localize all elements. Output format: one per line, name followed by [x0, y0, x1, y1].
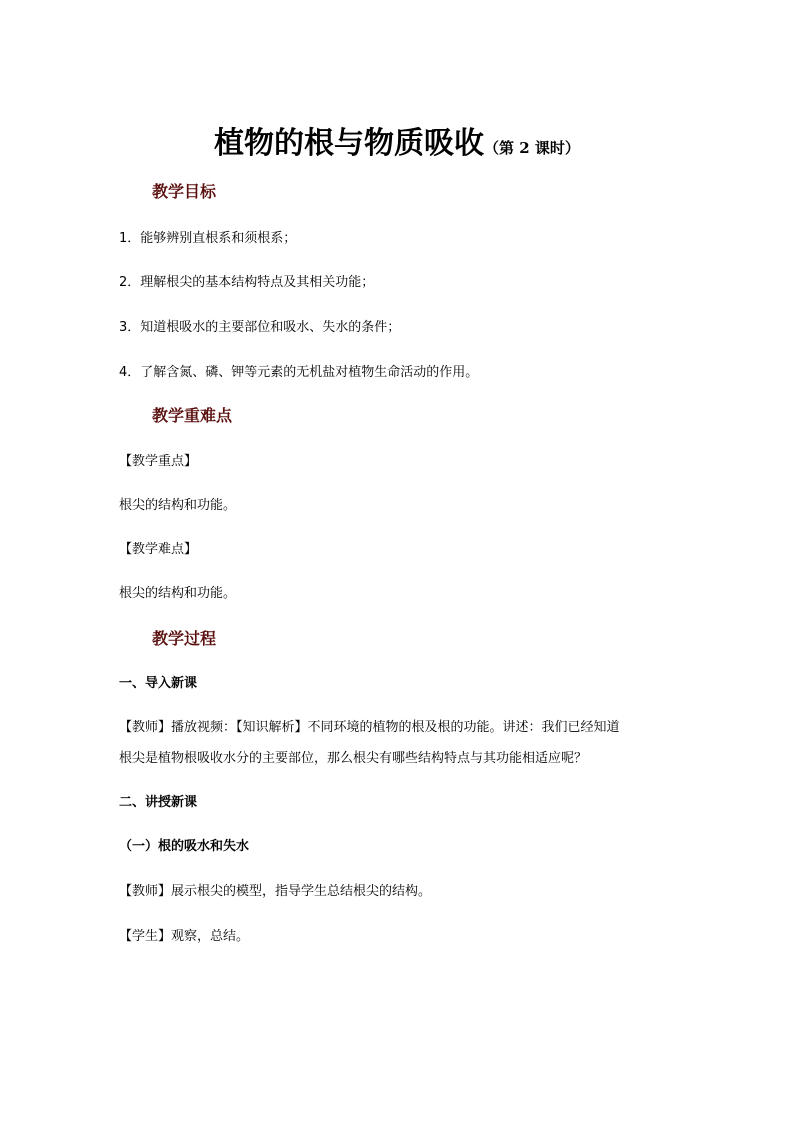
page-title [0, 122, 794, 170]
difficulty-label: 【教学难点】 [119, 542, 198, 557]
key-point-text: 根尖的结构和功能。 [119, 498, 237, 513]
goal-item-2: 2．理解根尖的基本结构特点及其相关功能； [119, 275, 375, 290]
part1-line-2: 根尖是植物根吸收水分的主要部位，那么根尖有哪些结构特点与其功能相适应呢？ [119, 751, 588, 766]
goal-item-1: 1．能够辨别直根系和须根系； [119, 231, 297, 246]
part1-line-1: 【教师】播放视频：【知识解析】不同环境的植物的根及根的功能。讲述：我们已经知道 [119, 720, 620, 735]
title-sub: （第 2 课时） [484, 139, 580, 157]
goal-item-3: 3．知道根吸水的主要部位和吸水、失水的条件； [119, 320, 401, 335]
teacher-line: 【教师】展示根尖的模型，指导学生总结根尖的结构。 [119, 884, 432, 899]
key-point-label: 【教学重点】 [119, 454, 198, 469]
section-heading-key-points: 教学重难点 [152, 406, 233, 425]
section-heading-goals: 教学目标 [152, 182, 217, 201]
part1-heading: 一、导入新课 [119, 676, 198, 691]
section-heading-process: 教学过程 [152, 629, 217, 648]
difficulty-text: 根尖的结构和功能。 [119, 586, 237, 601]
title-main: 植物的根与物质吸收 [214, 126, 485, 161]
student-line: 【学生】观察，总结。 [119, 929, 250, 944]
subsection-1-heading: （一）根的吸水和失水 [119, 839, 250, 854]
part2-heading: 二、讲授新课 [119, 795, 198, 810]
goal-item-4: 4．了解含氮、磷、钾等元素的无机盐对植物生命活动的作用。 [119, 365, 479, 380]
